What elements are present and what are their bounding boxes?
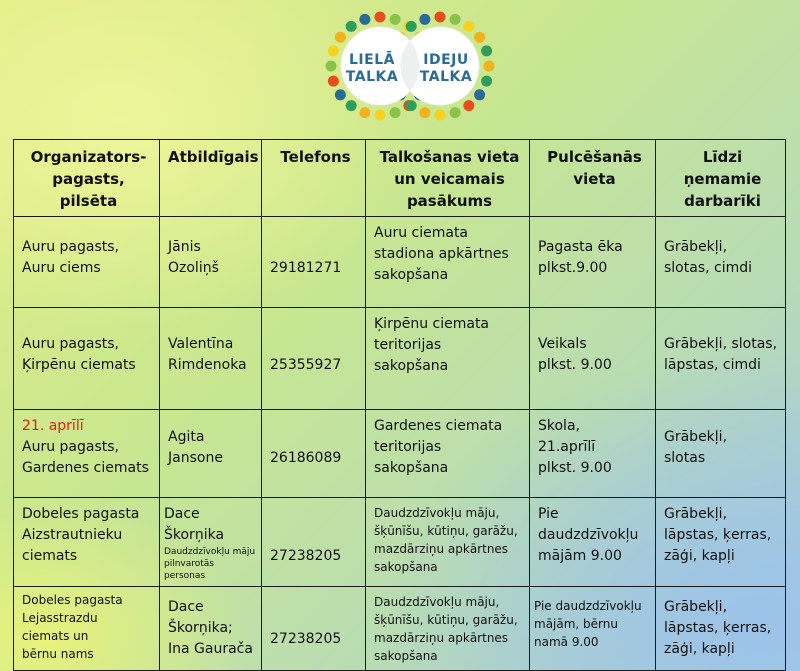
cell-responsible: Jānis Ozoliņš: [160, 217, 262, 308]
cell-tools: Grābekļi, slotas, cimdi: [656, 217, 786, 308]
logo-ornament-dot: [328, 45, 339, 56]
logo-ornament-dot: [406, 21, 417, 32]
logo-ornament-dot: [474, 89, 485, 100]
cell-place: Daudzdzīvokļu māju, šķūnīšu, kūtiņu, garāžu, mazdārziņu apkārtnes sakopšana: [366, 498, 530, 587]
logo-ornament-dot: [450, 107, 461, 118]
logo-ornament-dot: [375, 12, 386, 23]
logo-ornament-dot: [375, 110, 386, 121]
cell-organizer: Auru pagasts, Auru ciems: [14, 217, 160, 308]
table-row: [14, 498, 786, 587]
logo-left-word: LIELĀ TALKA: [345, 52, 399, 85]
logo-ornament-dot: [481, 76, 492, 87]
cell-meeting: Pie daudzdzīvokļu mājām 9.00: [530, 498, 656, 587]
logo-ornament-dot: [359, 107, 370, 118]
cell-tools: Grābekļi, slotas: [656, 410, 786, 498]
header-tools: Līdzi ņemamie darbarīki: [656, 140, 786, 217]
header-phone: Telefons: [262, 140, 366, 217]
logo-ornament-dot: [406, 100, 417, 111]
cell-meeting: Pie daudzdzīvokļu mājām, bērnu namā 9.00: [530, 587, 656, 671]
table-row: [14, 587, 786, 671]
cell-meeting: Pagasta ēka plkst.9.00: [530, 217, 656, 308]
cell-meeting: Skola, 21.aprīlī plkst. 9.00: [530, 410, 656, 498]
cell-place: Ķirpēnu ciemata teritorijas sakopšana: [366, 308, 530, 410]
header-row: [14, 140, 786, 217]
cell-responsible: Dace Škorņika Daudzdzīvokļu māju pilnvarotās personas: [160, 498, 262, 587]
cell-organizer: Dobeles pagasta Lejasstrazdu ciemats un bērnu nams: [14, 587, 160, 671]
logo-ornament-dot: [335, 89, 346, 100]
table-row: [14, 217, 786, 308]
header-organizer: Organizators-pagasts, pilsēta: [14, 140, 160, 217]
logo-ornament-dot: [450, 14, 461, 25]
logo-ornament-dot: [328, 76, 339, 87]
logo-ornament-dot: [335, 32, 346, 43]
logo-ornament-dot: [419, 14, 430, 25]
logo-ornament-dot: [463, 21, 474, 32]
cell-responsible: Dace Škorņika; Ina Gaurača: [160, 587, 262, 671]
responsible-note: Daudzdzīvokļu māju: [164, 547, 256, 557]
logo-ornament-dot: [435, 12, 446, 23]
header-place: Talkošanas vieta un veicamais pasākums: [366, 140, 530, 217]
logo-ornament-dot: [419, 107, 430, 118]
logo-ornament-dot: [481, 45, 492, 56]
cell-place: Daudzdzīvokļu māju, šķūnīšu, kūtiņu, garāžu, mazdārziņu apkārtnes sakopšana: [366, 587, 530, 671]
cell-organizer: 21. aprīlī Auru pagasts, Gardenes ciemats: [14, 410, 160, 498]
cell-responsible: Agita Jansone: [160, 410, 262, 498]
table-row: [14, 308, 786, 410]
logo-ornament-dot: [390, 107, 401, 118]
logo-ornament-dot: [359, 14, 370, 25]
logo-ornament-dot: [474, 32, 485, 43]
cell-place: Gardenes ciemata teritorijas sakopšana: [366, 410, 530, 498]
logo-ornament-dot: [346, 21, 357, 32]
logo-right-word: IDEJU TALKA: [419, 52, 473, 85]
logo-ornament-dot: [484, 61, 495, 72]
cell-organizer: Dobeles pagasta Aizstrautnieku ciemats: [14, 498, 160, 587]
header-responsible: Atbildīgais: [160, 140, 262, 217]
logo-ornament-dot: [435, 110, 446, 121]
date-note: 21. aprīlī: [22, 418, 84, 434]
logo-ornament-dot: [346, 100, 357, 111]
table-row: [14, 410, 786, 498]
cleanup-table: [13, 139, 786, 671]
cell-phone: 27238205: [262, 498, 366, 587]
logo-ornament-dot: [326, 61, 337, 72]
cell-tools: Grābekļi, lāpstas, ķerras, zāģi, kapļi: [656, 498, 786, 587]
cell-phone: 25355927: [262, 308, 366, 410]
cell-phone: 27238205: [262, 587, 366, 671]
logo-ornament-dot: [463, 100, 474, 111]
cell-responsible: Valentīna Rimdenoka: [160, 308, 262, 410]
cell-phone: 29181271: [262, 217, 366, 308]
cell-phone: 26186089: [262, 410, 366, 498]
cell-meeting: Veikals plkst. 9.00: [530, 308, 656, 410]
cell-place: Auru ciemata stadiona apkārtnes sakopšana: [366, 217, 530, 308]
cell-organizer: Auru pagasts, Ķirpēnu ciemats: [14, 308, 160, 410]
cell-tools: Grābekļi, slotas, lāpstas, cimdi: [656, 308, 786, 410]
logo-ornament-dot: [390, 14, 401, 25]
cell-tools: Grābekļi, lāpstas, ķerras, zāģi, kapļi: [656, 587, 786, 671]
lielā-talka-logo: [322, 8, 498, 124]
header-meeting: Pulcēšanās vieta: [530, 140, 656, 217]
